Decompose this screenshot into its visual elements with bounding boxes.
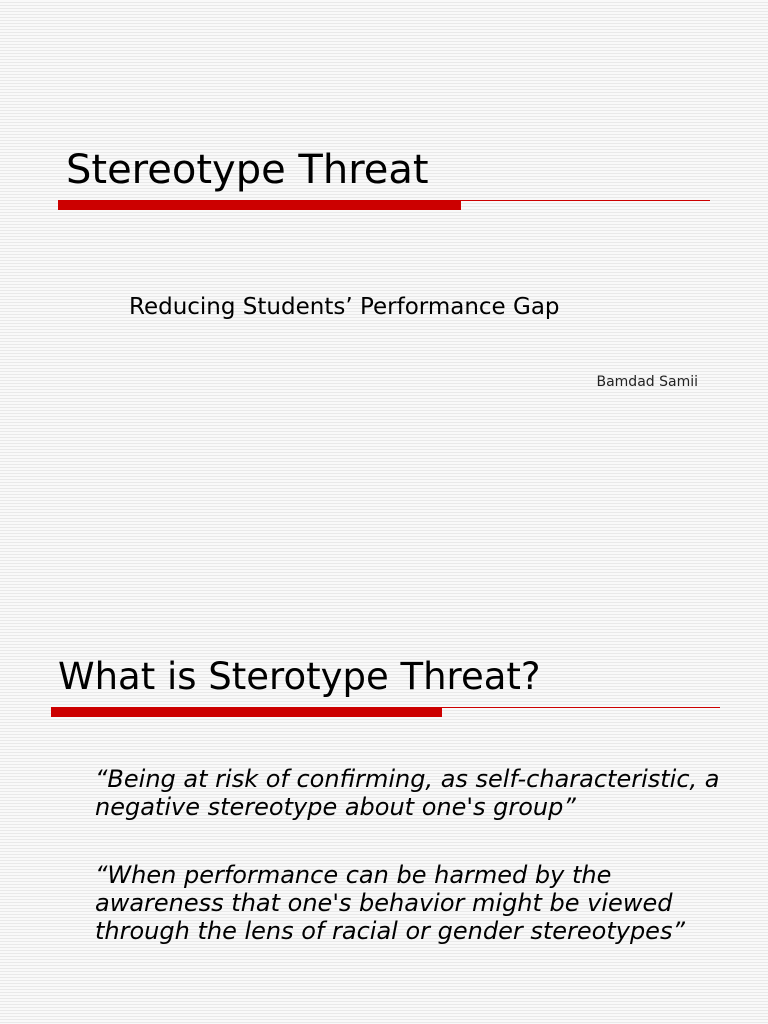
slide-title-heading: Stereotype Threat — [66, 147, 429, 193]
title-underline-thick — [51, 708, 442, 717]
slide-definition-heading: What is Sterotype Threat? — [58, 655, 541, 698]
quote-list — [95, 765, 735, 985]
title-underline-thick — [58, 201, 461, 210]
definition-quote: “When performance can be harmed by the awareness that one's behavior might be viewed through the lens of racial or gender stereotypes” — [95, 861, 685, 945]
definition-quote: “Being at risk of confirming, as self-characteristic, a negative stereotype about one's group” — [95, 765, 720, 821]
author-name: Bamdad Samii — [596, 374, 698, 390]
slide-subtitle: Reducing Students’ Performance Gap — [129, 294, 560, 320]
slide-definition — [0, 512, 768, 1024]
